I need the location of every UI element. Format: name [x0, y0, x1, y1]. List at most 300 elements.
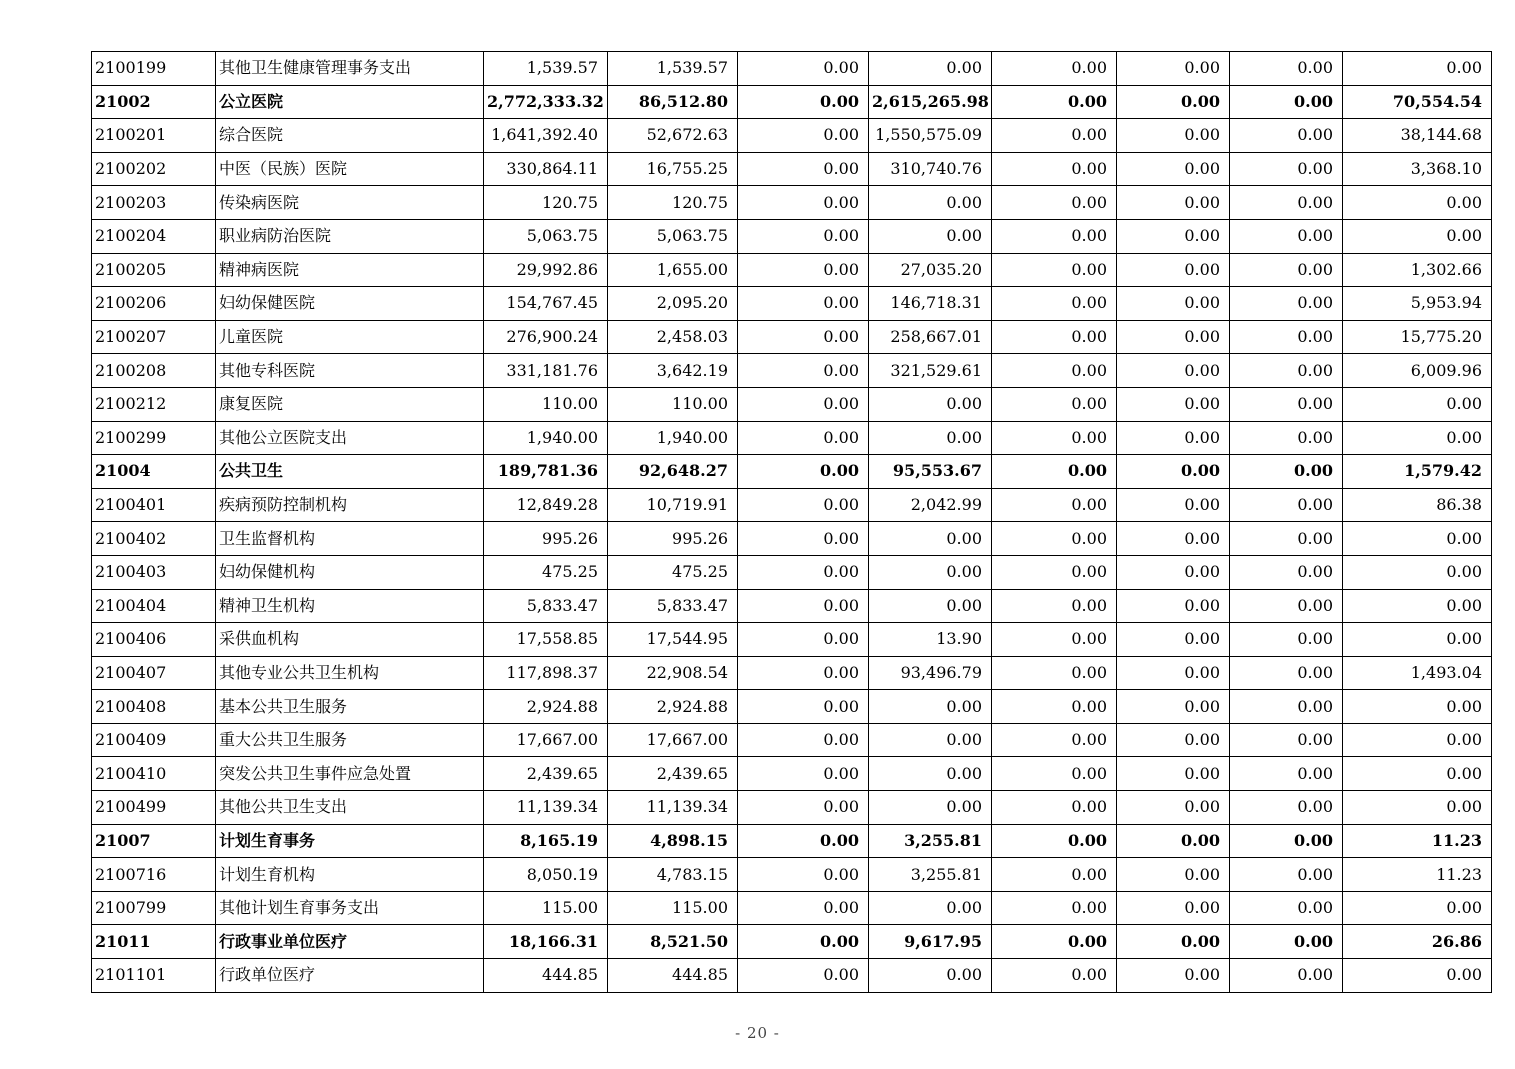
table-row [92, 522, 1492, 556]
cell-amount-col-7: 0.00 [1230, 119, 1343, 153]
table-row [92, 421, 1492, 455]
cell-amount-col-7: 0.00 [1230, 858, 1343, 892]
cell-name: 妇幼保健机构 [216, 555, 484, 589]
cell-code: 2100212 [92, 387, 216, 421]
cell-code: 2100208 [92, 354, 216, 388]
cell-amount-col-1: 475.25 [484, 555, 608, 589]
table-row-category [92, 455, 1492, 489]
cell-amount-col-7: 0.00 [1230, 723, 1343, 757]
cell-amount-col-4: 0.00 [869, 891, 992, 925]
cell-amount-col-4: 0.00 [869, 959, 992, 993]
table-row [92, 858, 1492, 892]
cell-name: 突发公共卫生事件应急处置 [216, 757, 484, 791]
cell-amount-col-2: 115.00 [608, 891, 738, 925]
cell-amount-col-3: 0.00 [738, 387, 869, 421]
cell-name: 其他公共卫生支出 [216, 791, 484, 825]
cell-name: 公立医院 [216, 85, 484, 119]
cell-amount-col-3: 0.00 [738, 925, 869, 959]
cell-amount-col-3: 0.00 [738, 723, 869, 757]
cell-amount-col-2: 2,095.20 [608, 287, 738, 321]
cell-amount-col-8: 5,953.94 [1343, 287, 1492, 321]
cell-amount-col-5: 0.00 [992, 656, 1117, 690]
cell-amount-col-5: 0.00 [992, 219, 1117, 253]
table-body [92, 52, 1492, 993]
cell-amount-col-2: 17,667.00 [608, 723, 738, 757]
cell-amount-col-3: 0.00 [738, 152, 869, 186]
cell-code: 2100206 [92, 287, 216, 321]
table-row [92, 219, 1492, 253]
cell-amount-col-8: 0.00 [1343, 757, 1492, 791]
cell-amount-col-1: 17,667.00 [484, 723, 608, 757]
cell-amount-col-5: 0.00 [992, 791, 1117, 825]
cell-amount-col-5: 0.00 [992, 690, 1117, 724]
cell-amount-col-3: 0.00 [738, 320, 869, 354]
cell-amount-col-5: 0.00 [992, 959, 1117, 993]
cell-name: 公共卫生 [216, 455, 484, 489]
cell-amount-col-2: 10,719.91 [608, 488, 738, 522]
cell-amount-col-1: 29,992.86 [484, 253, 608, 287]
cell-amount-col-6: 0.00 [1117, 488, 1230, 522]
cell-code: 2100205 [92, 253, 216, 287]
cell-amount-col-2: 11,139.34 [608, 791, 738, 825]
table-row-category [92, 85, 1492, 119]
cell-amount-col-1: 2,439.65 [484, 757, 608, 791]
cell-amount-col-3: 0.00 [738, 52, 869, 86]
cell-amount-col-7: 0.00 [1230, 891, 1343, 925]
cell-amount-col-6: 0.00 [1117, 589, 1230, 623]
cell-amount-col-7: 0.00 [1230, 488, 1343, 522]
cell-amount-col-8: 0.00 [1343, 959, 1492, 993]
table-row [92, 387, 1492, 421]
cell-amount-col-3: 0.00 [738, 421, 869, 455]
cell-amount-col-5: 0.00 [992, 488, 1117, 522]
cell-amount-col-2: 92,648.27 [608, 455, 738, 489]
cell-amount-col-7: 0.00 [1230, 656, 1343, 690]
cell-amount-col-3: 0.00 [738, 891, 869, 925]
cell-amount-col-5: 0.00 [992, 421, 1117, 455]
cell-amount-col-4: 93,496.79 [869, 656, 992, 690]
cell-amount-col-5: 0.00 [992, 186, 1117, 220]
cell-code: 2100404 [92, 589, 216, 623]
cell-amount-col-4: 3,255.81 [869, 858, 992, 892]
cell-amount-col-7: 0.00 [1230, 52, 1343, 86]
cell-amount-col-6: 0.00 [1117, 421, 1230, 455]
cell-amount-col-4: 2,615,265.98 [869, 85, 992, 119]
page-number: - 20 - [735, 1024, 780, 1042]
cell-amount-col-6: 0.00 [1117, 757, 1230, 791]
cell-amount-col-6: 0.00 [1117, 354, 1230, 388]
cell-amount-col-4: 0.00 [869, 52, 992, 86]
cell-code: 21007 [92, 824, 216, 858]
cell-amount-col-5: 0.00 [992, 858, 1117, 892]
cell-amount-col-2: 4,898.15 [608, 824, 738, 858]
table-row [92, 690, 1492, 724]
cell-amount-col-3: 0.00 [738, 354, 869, 388]
cell-amount-col-2: 475.25 [608, 555, 738, 589]
cell-amount-col-1: 8,050.19 [484, 858, 608, 892]
cell-amount-col-1: 1,539.57 [484, 52, 608, 86]
cell-amount-col-7: 0.00 [1230, 589, 1343, 623]
cell-amount-col-8: 0.00 [1343, 421, 1492, 455]
cell-name: 其他专业公共卫生机构 [216, 656, 484, 690]
cell-amount-col-6: 0.00 [1117, 455, 1230, 489]
cell-amount-col-1: 189,781.36 [484, 455, 608, 489]
cell-amount-col-8: 26.86 [1343, 925, 1492, 959]
cell-amount-col-3: 0.00 [738, 287, 869, 321]
cell-amount-col-3: 0.00 [738, 219, 869, 253]
cell-code: 2100716 [92, 858, 216, 892]
cell-amount-col-6: 0.00 [1117, 253, 1230, 287]
cell-code: 2100202 [92, 152, 216, 186]
cell-name: 计划生育机构 [216, 858, 484, 892]
cell-amount-col-3: 0.00 [738, 656, 869, 690]
cell-amount-col-4: 0.00 [869, 186, 992, 220]
cell-amount-col-2: 2,439.65 [608, 757, 738, 791]
cell-amount-col-2: 5,833.47 [608, 589, 738, 623]
cell-amount-col-6: 0.00 [1117, 723, 1230, 757]
cell-amount-col-5: 0.00 [992, 354, 1117, 388]
cell-amount-col-7: 0.00 [1230, 690, 1343, 724]
cell-amount-col-6: 0.00 [1117, 959, 1230, 993]
cell-code: 2100401 [92, 488, 216, 522]
cell-amount-col-1: 154,767.45 [484, 287, 608, 321]
cell-amount-col-1: 120.75 [484, 186, 608, 220]
table-row [92, 757, 1492, 791]
cell-name: 行政事业单位医疗 [216, 925, 484, 959]
cell-name: 其他专科医院 [216, 354, 484, 388]
cell-amount-col-5: 0.00 [992, 320, 1117, 354]
cell-amount-col-3: 0.00 [738, 824, 869, 858]
cell-amount-col-8: 0.00 [1343, 186, 1492, 220]
cell-amount-col-8: 0.00 [1343, 555, 1492, 589]
cell-amount-col-4: 0.00 [869, 555, 992, 589]
cell-amount-col-3: 0.00 [738, 858, 869, 892]
cell-amount-col-7: 0.00 [1230, 455, 1343, 489]
cell-amount-col-2: 5,063.75 [608, 219, 738, 253]
cell-amount-col-5: 0.00 [992, 387, 1117, 421]
table-row [92, 354, 1492, 388]
cell-amount-col-2: 2,924.88 [608, 690, 738, 724]
cell-amount-col-1: 2,772,333.32 [484, 85, 608, 119]
cell-amount-col-5: 0.00 [992, 555, 1117, 589]
cell-amount-col-1: 1,940.00 [484, 421, 608, 455]
cell-amount-col-3: 0.00 [738, 690, 869, 724]
cell-name: 精神病医院 [216, 253, 484, 287]
cell-amount-col-7: 0.00 [1230, 623, 1343, 657]
cell-code: 2100408 [92, 690, 216, 724]
cell-amount-col-3: 0.00 [738, 959, 869, 993]
cell-amount-col-1: 17,558.85 [484, 623, 608, 657]
cell-amount-col-1: 2,924.88 [484, 690, 608, 724]
cell-amount-col-8: 0.00 [1343, 387, 1492, 421]
cell-name: 其他公立医院支出 [216, 421, 484, 455]
cell-amount-col-4: 0.00 [869, 791, 992, 825]
cell-amount-col-7: 0.00 [1230, 387, 1343, 421]
cell-amount-col-8: 38,144.68 [1343, 119, 1492, 153]
cell-code: 2101101 [92, 959, 216, 993]
cell-amount-col-8: 1,302.66 [1343, 253, 1492, 287]
table-row [92, 186, 1492, 220]
cell-amount-col-3: 0.00 [738, 791, 869, 825]
cell-amount-col-7: 0.00 [1230, 152, 1343, 186]
cell-amount-col-4: 0.00 [869, 219, 992, 253]
cell-amount-col-5: 0.00 [992, 52, 1117, 86]
cell-name: 基本公共卫生服务 [216, 690, 484, 724]
cell-amount-col-1: 11,139.34 [484, 791, 608, 825]
cell-amount-col-7: 0.00 [1230, 959, 1343, 993]
cell-name: 其他计划生育事务支出 [216, 891, 484, 925]
cell-amount-col-6: 0.00 [1117, 925, 1230, 959]
cell-amount-col-6: 0.00 [1117, 791, 1230, 825]
cell-amount-col-4: 1,550,575.09 [869, 119, 992, 153]
table-row [92, 959, 1492, 993]
cell-code: 2100406 [92, 623, 216, 657]
cell-amount-col-6: 0.00 [1117, 85, 1230, 119]
cell-amount-col-6: 0.00 [1117, 52, 1230, 86]
cell-amount-col-3: 0.00 [738, 186, 869, 220]
cell-amount-col-3: 0.00 [738, 119, 869, 153]
cell-name: 综合医院 [216, 119, 484, 153]
cell-amount-col-5: 0.00 [992, 152, 1117, 186]
cell-amount-col-6: 0.00 [1117, 119, 1230, 153]
cell-amount-col-6: 0.00 [1117, 824, 1230, 858]
cell-amount-col-1: 110.00 [484, 387, 608, 421]
cell-amount-col-6: 0.00 [1117, 219, 1230, 253]
table-row [92, 52, 1492, 86]
table-row [92, 589, 1492, 623]
cell-amount-col-3: 0.00 [738, 555, 869, 589]
cell-amount-col-4: 95,553.67 [869, 455, 992, 489]
cell-amount-col-8: 0.00 [1343, 589, 1492, 623]
cell-code: 2100201 [92, 119, 216, 153]
cell-amount-col-5: 0.00 [992, 253, 1117, 287]
cell-amount-col-3: 0.00 [738, 522, 869, 556]
cell-amount-col-6: 0.00 [1117, 387, 1230, 421]
cell-amount-col-2: 120.75 [608, 186, 738, 220]
cell-code: 21002 [92, 85, 216, 119]
cell-amount-col-8: 0.00 [1343, 219, 1492, 253]
cell-amount-col-2: 8,521.50 [608, 925, 738, 959]
cell-amount-col-7: 0.00 [1230, 253, 1343, 287]
cell-amount-col-2: 2,458.03 [608, 320, 738, 354]
cell-amount-col-3: 0.00 [738, 488, 869, 522]
cell-name: 中医（民族）医院 [216, 152, 484, 186]
cell-code: 2100402 [92, 522, 216, 556]
cell-code: 2100207 [92, 320, 216, 354]
cell-amount-col-4: 27,035.20 [869, 253, 992, 287]
cell-amount-col-4: 0.00 [869, 690, 992, 724]
cell-amount-col-8: 0.00 [1343, 623, 1492, 657]
cell-amount-col-5: 0.00 [992, 85, 1117, 119]
cell-amount-col-1: 12,849.28 [484, 488, 608, 522]
cell-name: 采供血机构 [216, 623, 484, 657]
cell-amount-col-8: 70,554.54 [1343, 85, 1492, 119]
table-row [92, 891, 1492, 925]
cell-amount-col-7: 0.00 [1230, 287, 1343, 321]
cell-amount-col-4: 13.90 [869, 623, 992, 657]
cell-amount-col-4: 310,740.76 [869, 152, 992, 186]
cell-code: 2100199 [92, 52, 216, 86]
cell-amount-col-8: 15,775.20 [1343, 320, 1492, 354]
cell-amount-col-4: 9,617.95 [869, 925, 992, 959]
cell-amount-col-1: 1,641,392.40 [484, 119, 608, 153]
cell-amount-col-4: 0.00 [869, 589, 992, 623]
cell-amount-col-2: 110.00 [608, 387, 738, 421]
cell-amount-col-3: 0.00 [738, 589, 869, 623]
cell-amount-col-1: 18,166.31 [484, 925, 608, 959]
cell-amount-col-2: 52,672.63 [608, 119, 738, 153]
cell-name: 传染病医院 [216, 186, 484, 220]
cell-amount-col-4: 0.00 [869, 522, 992, 556]
cell-amount-col-2: 444.85 [608, 959, 738, 993]
cell-amount-col-5: 0.00 [992, 824, 1117, 858]
cell-amount-col-5: 0.00 [992, 757, 1117, 791]
cell-amount-col-7: 0.00 [1230, 791, 1343, 825]
cell-amount-col-2: 22,908.54 [608, 656, 738, 690]
table-row [92, 287, 1492, 321]
cell-amount-col-5: 0.00 [992, 589, 1117, 623]
cell-name: 卫生监督机构 [216, 522, 484, 556]
cell-amount-col-6: 0.00 [1117, 858, 1230, 892]
cell-amount-col-1: 331,181.76 [484, 354, 608, 388]
cell-amount-col-1: 117,898.37 [484, 656, 608, 690]
cell-amount-col-8: 11.23 [1343, 824, 1492, 858]
cell-amount-col-8: 0.00 [1343, 52, 1492, 86]
cell-amount-col-7: 0.00 [1230, 555, 1343, 589]
cell-amount-col-4: 0.00 [869, 387, 992, 421]
cell-amount-col-1: 444.85 [484, 959, 608, 993]
cell-amount-col-3: 0.00 [738, 455, 869, 489]
cell-name: 职业病防治医院 [216, 219, 484, 253]
cell-amount-col-8: 0.00 [1343, 791, 1492, 825]
cell-amount-col-6: 0.00 [1117, 320, 1230, 354]
cell-name: 计划生育事务 [216, 824, 484, 858]
cell-amount-col-3: 0.00 [738, 85, 869, 119]
cell-amount-col-8: 1,579.42 [1343, 455, 1492, 489]
cell-amount-col-5: 0.00 [992, 119, 1117, 153]
cell-amount-col-4: 2,042.99 [869, 488, 992, 522]
cell-amount-col-6: 0.00 [1117, 690, 1230, 724]
cell-amount-col-7: 0.00 [1230, 320, 1343, 354]
table-row [92, 623, 1492, 657]
cell-amount-col-4: 146,718.31 [869, 287, 992, 321]
cell-amount-col-1: 330,864.11 [484, 152, 608, 186]
cell-amount-col-6: 0.00 [1117, 656, 1230, 690]
cell-amount-col-8: 0.00 [1343, 891, 1492, 925]
cell-amount-col-2: 86,512.80 [608, 85, 738, 119]
table-row [92, 555, 1492, 589]
cell-amount-col-7: 0.00 [1230, 824, 1343, 858]
cell-code: 21004 [92, 455, 216, 489]
cell-amount-col-5: 0.00 [992, 891, 1117, 925]
table-row [92, 723, 1492, 757]
cell-amount-col-5: 0.00 [992, 925, 1117, 959]
cell-amount-col-2: 1,539.57 [608, 52, 738, 86]
budget-table [91, 51, 1492, 993]
cell-amount-col-1: 115.00 [484, 891, 608, 925]
table-row-category [92, 925, 1492, 959]
cell-amount-col-8: 6,009.96 [1343, 354, 1492, 388]
cell-amount-col-2: 17,544.95 [608, 623, 738, 657]
cell-amount-col-8: 0.00 [1343, 522, 1492, 556]
cell-name: 妇幼保健医院 [216, 287, 484, 321]
table-row [92, 488, 1492, 522]
cell-amount-col-3: 0.00 [738, 757, 869, 791]
table-row [92, 791, 1492, 825]
cell-amount-col-5: 0.00 [992, 723, 1117, 757]
cell-amount-col-4: 0.00 [869, 421, 992, 455]
table-row [92, 152, 1492, 186]
cell-name: 儿童医院 [216, 320, 484, 354]
cell-amount-col-1: 8,165.19 [484, 824, 608, 858]
cell-amount-col-4: 0.00 [869, 757, 992, 791]
table-row [92, 320, 1492, 354]
cell-name: 精神卫生机构 [216, 589, 484, 623]
cell-amount-col-7: 0.00 [1230, 186, 1343, 220]
cell-amount-col-3: 0.00 [738, 623, 869, 657]
table-row [92, 656, 1492, 690]
cell-code: 2100407 [92, 656, 216, 690]
table-row [92, 253, 1492, 287]
cell-amount-col-5: 0.00 [992, 522, 1117, 556]
cell-code: 2100799 [92, 891, 216, 925]
cell-amount-col-6: 0.00 [1117, 152, 1230, 186]
cell-amount-col-1: 5,063.75 [484, 219, 608, 253]
cell-amount-col-8: 0.00 [1343, 723, 1492, 757]
cell-amount-col-7: 0.00 [1230, 522, 1343, 556]
cell-name: 行政单位医疗 [216, 959, 484, 993]
cell-amount-col-1: 276,900.24 [484, 320, 608, 354]
cell-amount-col-7: 0.00 [1230, 421, 1343, 455]
cell-amount-col-2: 1,655.00 [608, 253, 738, 287]
cell-amount-col-2: 1,940.00 [608, 421, 738, 455]
cell-amount-col-8: 86.38 [1343, 488, 1492, 522]
cell-code: 2100299 [92, 421, 216, 455]
cell-amount-col-6: 0.00 [1117, 555, 1230, 589]
cell-code: 2100204 [92, 219, 216, 253]
cell-amount-col-4: 0.00 [869, 723, 992, 757]
cell-amount-col-8: 3,368.10 [1343, 152, 1492, 186]
cell-amount-col-8: 0.00 [1343, 690, 1492, 724]
cell-name: 疾病预防控制机构 [216, 488, 484, 522]
cell-code: 2100499 [92, 791, 216, 825]
cell-amount-col-6: 0.00 [1117, 287, 1230, 321]
cell-amount-col-5: 0.00 [992, 287, 1117, 321]
cell-amount-col-7: 0.00 [1230, 219, 1343, 253]
cell-amount-col-3: 0.00 [738, 253, 869, 287]
cell-amount-col-6: 0.00 [1117, 891, 1230, 925]
cell-amount-col-7: 0.00 [1230, 85, 1343, 119]
cell-amount-col-6: 0.00 [1117, 522, 1230, 556]
cell-amount-col-2: 16,755.25 [608, 152, 738, 186]
cell-amount-col-7: 0.00 [1230, 354, 1343, 388]
cell-amount-col-4: 321,529.61 [869, 354, 992, 388]
cell-name: 其他卫生健康管理事务支出 [216, 52, 484, 86]
cell-amount-col-1: 5,833.47 [484, 589, 608, 623]
cell-code: 2100410 [92, 757, 216, 791]
cell-amount-col-8: 1,493.04 [1343, 656, 1492, 690]
cell-code: 2100203 [92, 186, 216, 220]
cell-amount-col-2: 4,783.15 [608, 858, 738, 892]
cell-amount-col-2: 3,642.19 [608, 354, 738, 388]
cell-code: 21011 [92, 925, 216, 959]
cell-amount-col-2: 995.26 [608, 522, 738, 556]
cell-code: 2100403 [92, 555, 216, 589]
table-row [92, 119, 1492, 153]
cell-amount-col-5: 0.00 [992, 455, 1117, 489]
cell-amount-col-4: 258,667.01 [869, 320, 992, 354]
cell-amount-col-1: 995.26 [484, 522, 608, 556]
